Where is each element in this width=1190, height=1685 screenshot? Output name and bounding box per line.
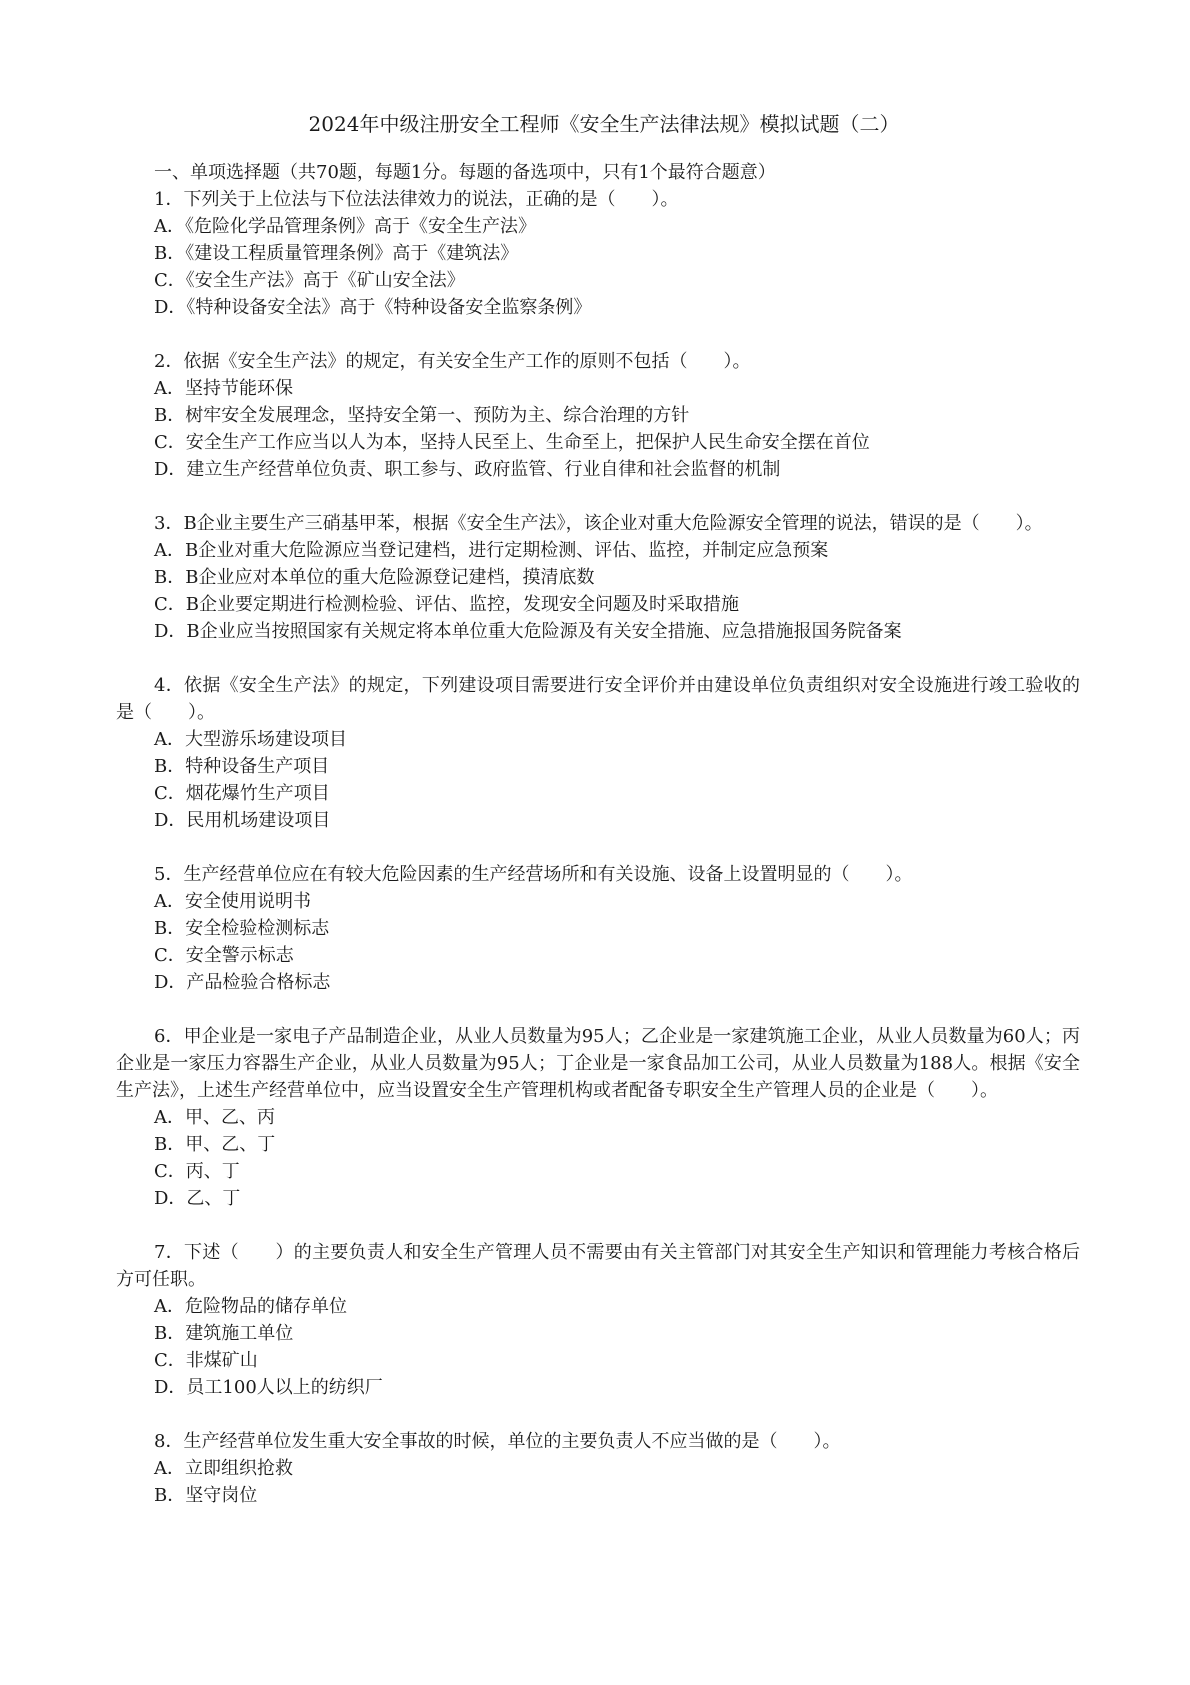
answer-option: B．安全检验检测标志 (154, 918, 330, 939)
question-stem: 6．甲企业是一家电子产品制造企业，从业人员数量为95人；乙企业是一家建筑施工企业，从业人员数量为60人；丙企业是一家压力容器生产企业，从业人员数量为95人；丁企业是一家食品加工公司，从业人员数量为188人。根据《安全生产法》，上述生产经营单位中，应当设置安全生产管理机构或者配备专职安全生产管理人员的企业是（ ）。 (116, 1026, 1080, 1101)
question-item (116, 510, 1080, 645)
answer-option: D．《特种设备安全法》高于《特种设备安全监察条例》 (154, 297, 592, 318)
question-item (116, 1239, 1080, 1401)
answer-option: D．B企业应当按照国家有关规定将本单位重大危险源及有关安全措施、应急措施报国务院备案 (154, 621, 902, 642)
question-stem: 1．下列关于上位法与下位法法律效力的说法，正确的是（ ）。 (154, 189, 679, 210)
document-title: 2024年中级注册安全工程师《安全生产法律法规》模拟试题（二） (308, 112, 900, 136)
option-list (116, 888, 1080, 996)
answer-option: A．危险物品的储存单位 (154, 1296, 347, 1317)
answer-option: C．B企业要定期进行检测检验、评估、监控，发现安全问题及时采取措施 (154, 594, 739, 615)
answer-option: B．特种设备生产项目 (154, 756, 330, 777)
answer-option: C．安全警示标志 (154, 945, 294, 966)
question-item (116, 1428, 1080, 1509)
answer-option: A．大型游乐场建设项目 (154, 729, 347, 750)
answer-option: B．甲、乙、丁 (154, 1134, 276, 1155)
option-list (116, 1455, 1080, 1509)
answer-option: D．建立生产经营单位负责、职工参与、政府监管、行业自律和社会监督的机制 (154, 459, 781, 480)
answer-option: D．民用机场建设项目 (154, 810, 331, 831)
question-stem: 4．依据《安全生产法》的规定，下列建设项目需要进行安全评价并由建设单位负责组织对安全设施进行竣工验收的是（ ）。 (116, 675, 1080, 723)
answer-option: B．树牢安全发展理念，坚持安全第一、预防为主、综合治理的方针 (154, 405, 690, 426)
option-list (116, 375, 1080, 483)
question-item (116, 348, 1080, 483)
option-list (116, 213, 1080, 321)
answer-option: B．《建设工程质量管理条例》高于《建筑法》 (154, 243, 519, 264)
answer-option: A．安全使用说明书 (154, 891, 311, 912)
option-list (116, 726, 1080, 834)
answer-option: D．产品检验合格标志 (154, 972, 331, 993)
question-stem: 2．依据《安全生产法》的规定，有关安全生产工作的原则不包括（ ）。 (154, 351, 751, 372)
question-stem: 8．生产经营单位发生重大安全事故的时候，单位的主要负责人不应当做的是（ ）。 (154, 1431, 841, 1452)
option-list (116, 537, 1080, 645)
section-heading: 一、单项选择题（共70题，每题1分。每题的备选项中，只有1个最符合题意） (154, 162, 776, 183)
answer-option: C．《安全生产法》高于《矿山安全法》 (154, 270, 465, 291)
answer-option: B．建筑施工单位 (154, 1323, 294, 1344)
answer-option: B．坚守岗位 (154, 1485, 258, 1506)
answer-option: C．丙、丁 (154, 1161, 240, 1182)
answer-option: A．坚持节能环保 (154, 378, 293, 399)
answer-option: A．甲、乙、丙 (154, 1107, 275, 1128)
answer-option: A．立即组织抢救 (154, 1458, 293, 1479)
answer-option: B．B企业应对本单位的重大危险源登记建档，摸清底数 (154, 567, 595, 588)
question-stem: 5．生产经营单位应在有较大危险因素的生产经营场所和有关设施、设备上设置明显的（ ）。 (154, 864, 913, 885)
answer-option: A．《危险化学品管理条例》高于《安全生产法》 (154, 216, 536, 237)
answer-option: C．烟花爆竹生产项目 (154, 783, 330, 804)
question-list (116, 186, 1080, 1509)
answer-option: D．员工100人以上的纺织厂 (154, 1377, 383, 1398)
question-stem: 3．B企业主要生产三硝基甲苯，根据《安全生产法》，该企业对重大危险源安全管理的说法，错误的是（ ）。 (154, 513, 1043, 534)
question-item (116, 672, 1080, 834)
answer-option: C．安全生产工作应当以人为本，坚持人民至上、生命至上，把保护人民生命安全摆在首位 (154, 432, 870, 453)
question-item (116, 186, 1080, 321)
option-list (116, 1293, 1080, 1401)
answer-option: A．B企业对重大危险源应当登记建档，进行定期检测、评估、监控，并制定应急预案 (154, 540, 829, 561)
question-stem: 7．下述（ ）的主要负责人和安全生产管理人员不需要由有关主管部门对其安全生产知识和管理能力考核合格后方可任职。 (116, 1242, 1080, 1290)
answer-option: C．非煤矿山 (154, 1350, 258, 1371)
question-item (116, 1023, 1080, 1212)
answer-option: D．乙、丁 (154, 1188, 241, 1209)
option-list (116, 1104, 1080, 1212)
question-item (116, 861, 1080, 996)
